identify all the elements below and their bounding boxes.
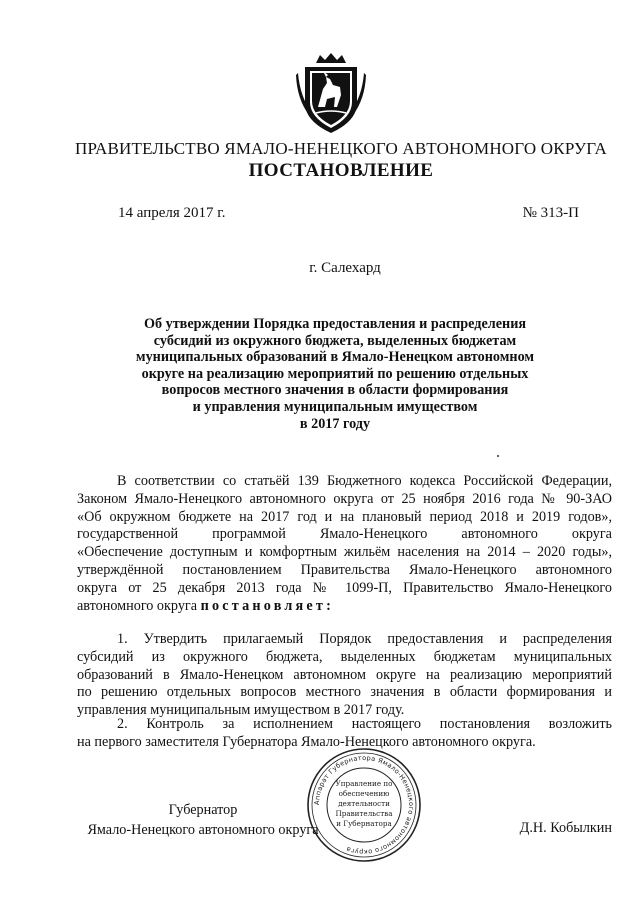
item-line: управления муниципальным имуществом в 2017 году.	[77, 702, 405, 719]
subject-line: Об утверждении Порядка предоставления и распределения	[143, 316, 527, 332]
subject-line: субсидий из окружного бюджета, выделенных бюджетам	[153, 332, 517, 349]
signatory-name: Д.Н. Кобылкин	[519, 820, 612, 836]
subject-line: муниципальных образований в Ямало-Ненецком автономном	[135, 349, 535, 366]
stamp-center-line: обеспечению	[338, 789, 390, 798]
preamble-line: государственной программой Ямало-Ненецкого автономного округа	[77, 526, 612, 543]
preamble-line-end: автономного округа	[77, 597, 198, 614]
item-line: по решению отдельных вопросов местного значения в области формирования и	[77, 684, 612, 701]
preamble-line: Законом Ямало-Ненецкого автономного округа от 25 ноября 2016 года № 90-ЗАО	[77, 490, 612, 507]
item-line: 1. Утвердить прилагаемый Порядок предоставления и распределения	[117, 631, 612, 647]
subject-line: и управления муниципальным имуществом	[192, 398, 478, 415]
official-stamp	[304, 745, 424, 865]
document-city: г. Салехард	[309, 260, 381, 276]
item-line: на первого заместителя Губернатора Ямало-Ненецкого автономного округа.	[77, 733, 536, 750]
resolution-item-1	[77, 631, 612, 720]
signatory-title-line: Губернатор	[168, 802, 238, 818]
document-date: 14 апреля 2017 г.	[118, 205, 226, 221]
stamp-center-line: Управление по	[335, 779, 393, 788]
preamble-final-line	[77, 598, 612, 616]
preamble-line: утверждённой постановлением Правительства Ямало-Ненецкого автономного	[77, 561, 612, 578]
stamp-ring-text: Аппарат Губернатора Ямало-Ненецкого автономного округа	[312, 753, 416, 857]
subject-line: округе на реализацию мероприятий по решению отдельных	[141, 365, 529, 382]
stamp-center-line: деятельности	[338, 799, 390, 808]
item-line: субсидий из окружного бюджета, выделенных бюджетам муниципальных	[77, 648, 612, 665]
government-name: ПРАВИТЕЛЬСТВО ЯМАЛО-НЕНЕЦКОГО АВТОНОМНОГО ОКРУГА	[75, 139, 607, 158]
subject-line: в 2017 году	[299, 415, 371, 432]
document-number: № 313-П	[522, 205, 579, 221]
preamble-line: округа от 25 декабря 2013 года № 1099-П, Правительство Ямало-Ненецкого	[77, 579, 612, 596]
stray-dot	[497, 455, 499, 457]
preamble-paragraph	[77, 473, 612, 615]
item-line: 2. Контроль за исполнением настоящего постановления возложить	[117, 716, 612, 732]
coat-of-arms-icon	[296, 49, 366, 135]
subject-line: вопросов местного значения в области формирования	[161, 382, 509, 399]
signatory-title-line: Ямало-Ненецкого автономного округа	[87, 822, 319, 838]
preamble-line: В соответствии со статьёй 139 Бюджетного кодекса Российской Федерации,	[117, 473, 612, 489]
stamp-center-line: и Губернатора	[336, 819, 392, 828]
signatory-title	[78, 800, 328, 840]
item-line: образований в Ямало-Ненецком автономном округе на реализацию мероприятий	[77, 666, 612, 683]
document-subject	[130, 316, 540, 432]
document-type-title: ПОСТАНОВЛЕНИЕ	[248, 160, 434, 181]
resolves-word: постановляет:	[200, 597, 335, 614]
preamble-line: «Об окружном бюджете на 2017 год и на плановый период 2018 и 2019 годов»,	[77, 508, 612, 525]
preamble-line: «Обеспечение доступным и комфортным жильём населения на 2014 – 2020 годы»,	[77, 544, 612, 561]
stamp-center-line: Правительства	[335, 809, 393, 818]
